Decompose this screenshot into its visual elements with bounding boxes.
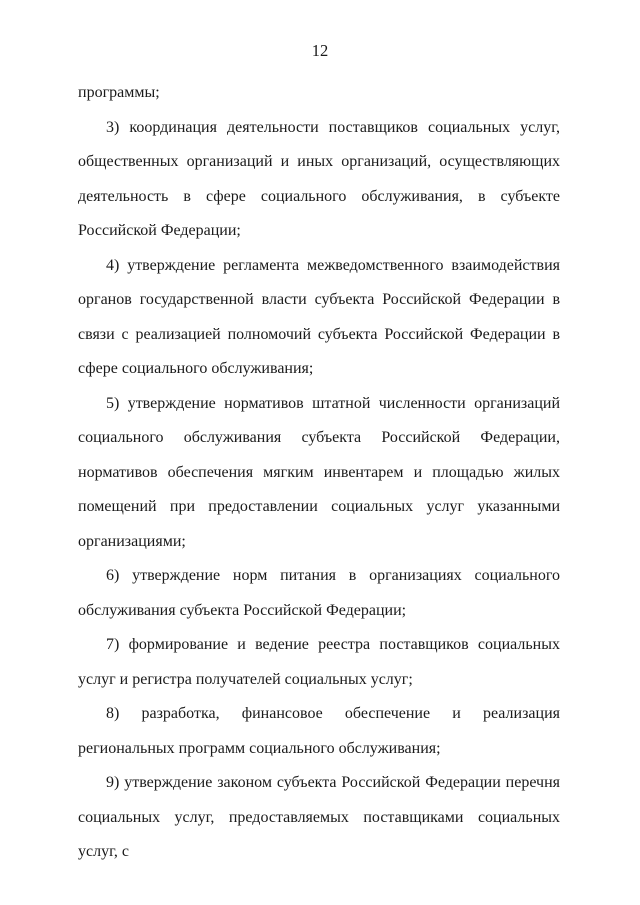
paragraph-continuation: программы;	[78, 84, 160, 101]
paragraph-item-7: 7) формирование и ведение реестра поставщиков социальных услуг и регистра получателей социальных услуг;	[78, 636, 560, 688]
document-body	[78, 76, 560, 870]
page-number: 12	[311, 41, 329, 60]
paragraph-item-8: 8) разработка, финансовое обеспечение и реализация региональных программ социального обслуживания;	[78, 705, 560, 757]
paragraph-item-5: 5) утверждение нормативов штатной численности организаций социального обслуживания субъекта Российской Федерации, нормативов обеспечения мягким инвентарем и площадью жилых помещений при предоставлении социальных услуг указанными организациями;	[78, 394, 560, 550]
paragraph-item-4: 4) утверждение регламента межведомственного взаимодействия органов государственной власти субъекта Российской Федерации в связи с реализацией полномочий субъекта Российской Федерации в сфере социального обслуживания;	[78, 256, 560, 377]
paragraph-item-3: 3) координация деятельности поставщиков социальных услуг, общественных организаций и иных организаций, осуществляющих деятельность в сфере социального обслуживания, в субъекте Российской Федерации;	[78, 118, 560, 239]
paragraph-item-6: 6) утверждение норм питания в организациях социального обслуживания субъекта Российской Федерации;	[78, 567, 560, 619]
paragraph-item-9: 9) утверждение законом субъекта Российской Федерации перечня социальных услуг, предоставляемых поставщиками социальных услуг, с	[78, 774, 560, 860]
